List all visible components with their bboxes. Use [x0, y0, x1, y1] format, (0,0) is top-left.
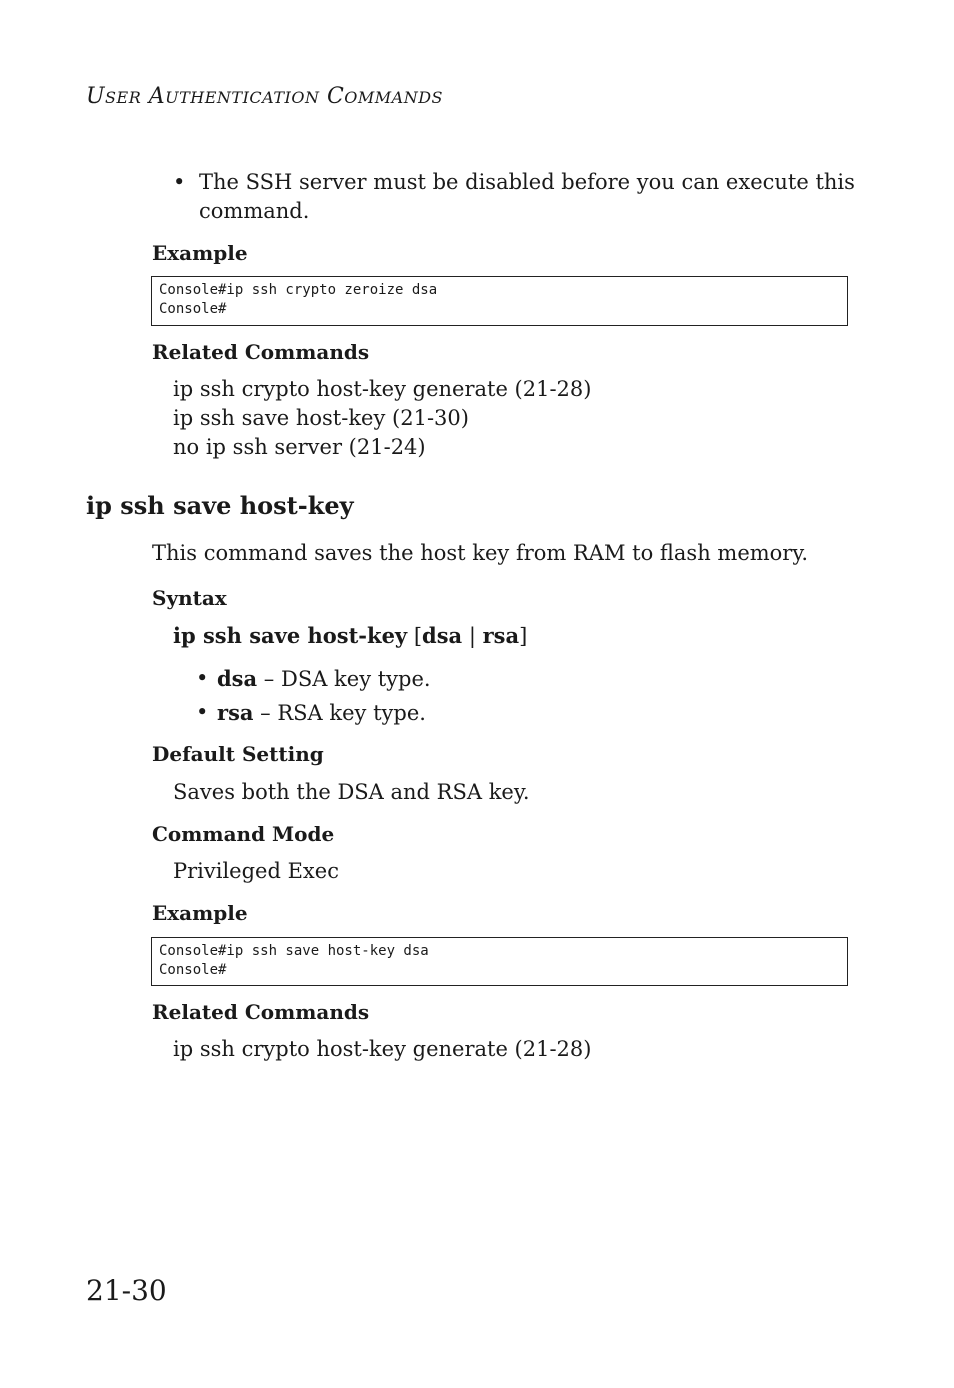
related-command-item: ip ssh save host-key (21-30) [173, 406, 469, 430]
running-header: USER AUTHENTICATION COMMANDS [86, 84, 444, 109]
code-line: Console# [159, 301, 227, 317]
related-commands-heading: Related Commands [152, 1000, 370, 1024]
default-setting-text: Saves both the DSA and RSA key. [173, 780, 530, 804]
syntax-heading: Syntax [152, 586, 227, 610]
code-example-block [151, 937, 848, 986]
example-heading: Example [152, 241, 248, 265]
code-line: Console#ip ssh save host-key dsa [159, 943, 429, 959]
page-number: 21-30 [86, 1274, 167, 1307]
intro-bullet-line1: The SSH server must be disabled before you can execute this [199, 170, 855, 194]
command-mode-heading: Command Mode [152, 822, 335, 846]
code-line: Console# [159, 962, 227, 978]
default-setting-heading: Default Setting [152, 742, 324, 766]
related-commands-heading: Related Commands [152, 340, 370, 364]
syntax-line: ip ssh save host-key [dsa | rsa] [173, 623, 528, 648]
section-description: This command saves the host key from RAM to flash memory. [152, 541, 809, 565]
code-example-block [151, 276, 848, 326]
code-line: Console#ip ssh crypto zeroize dsa [159, 282, 438, 298]
intro-bullet-line2: command. [199, 199, 310, 223]
bullet-marker: • [173, 170, 186, 194]
param-item: dsa – DSA key type. [217, 666, 431, 691]
bullet-marker: • [196, 666, 209, 690]
related-command-item: ip ssh crypto host-key generate (21-28) [173, 377, 592, 401]
related-command-item: no ip ssh server (21-24) [173, 435, 426, 459]
command-mode-text: Privileged Exec [173, 859, 339, 883]
related-command-item: ip ssh crypto host-key generate (21-28) [173, 1037, 592, 1061]
bullet-marker: • [196, 700, 209, 724]
example-heading: Example [152, 901, 248, 925]
section-title: ip ssh save host-key [86, 491, 354, 520]
param-item: rsa – RSA key type. [217, 700, 426, 725]
